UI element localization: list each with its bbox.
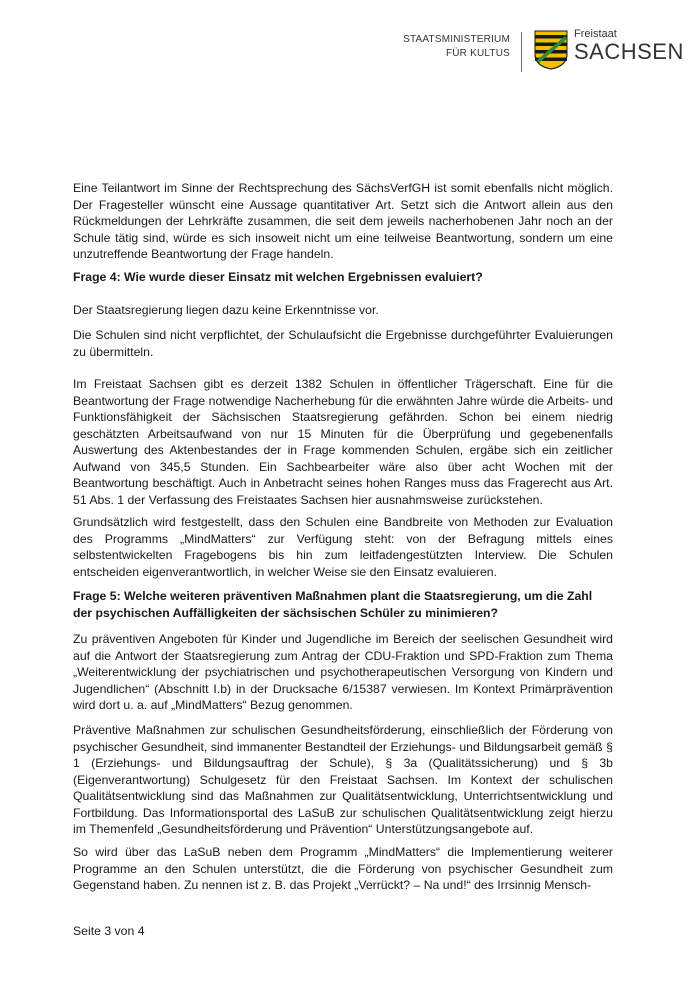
state-label-big: SACHSEN — [574, 39, 684, 64]
state-wordmark — [574, 28, 684, 64]
ministry-name — [400, 33, 510, 61]
letterhead — [400, 28, 684, 78]
body-text: So wird über das LaSuB neben dem Programm „MindMatters“ die Implementierung weiterer Programme an den Schulen unterstützt, die die Förderung von psychischer Gesundheit zum Gegenstand haben. Zu nennen ist z. B. das Projekt „Verrückt? – Na und!“ des Irrsinnig Mensch- — [73, 845, 613, 892]
paragraph-4 — [73, 376, 613, 508]
page-number: Seite 3 von 4 — [73, 924, 145, 938]
paragraph-6 — [73, 631, 613, 714]
body-text: Präventive Maßnahmen zur schulischen Gesundheitsförderung, einschließlich der Förderung von psychischer Gesundheit, sind immanenter Bestandteil der Erziehungs- und Bildungsarbeit gemäß § 1 (Erziehungs- und Bildungsauftrag der Schule), § 3a (Qualitätssicherung) und § 3b (Eigenverantwortung) Schulgesetz für den Freistaat Sachsen. Im Kontext der schulischen Qualitätsentwicklung sind das Maßnahmen zur Qualitätsentwicklung, Unterrichtsentwicklung und Fortbildung. Das Informationsportal des LaSuB zur schulischen Qualitätsentwicklung zeigt hierzu im Themenfeld „Gesundheitsförderung und Prävention“ Unterstützungsangebote auf. — [73, 723, 613, 836]
ministry-line-2: FÜR KULTUS — [445, 48, 510, 59]
question-5 — [73, 588, 613, 621]
paragraph-3 — [73, 327, 613, 360]
body-text: Der Staatsregierung liegen dazu keine Erkenntnisse vor. — [73, 303, 379, 317]
paragraph-2 — [73, 302, 613, 319]
body-text: Grundsätzlich wird festgestellt, dass den Schulen eine Bandbreite von Methoden zur Evaluation des Programms „MindMatters“ zur Verfügung steht: von der Befragung mittels eines selbstentwickelten Fragebogens bis hin zum leitfadengestützten Interview. Die Schulen entscheiden eigenverantwortlich, in welcher Weise sie den Einsatz evaluieren. — [73, 515, 613, 579]
state-label-small: Freistaat — [574, 28, 617, 40]
paragraph-8 — [73, 844, 613, 894]
question-4 — [73, 269, 613, 286]
paragraph-7 — [73, 722, 613, 838]
paragraph-5 — [73, 514, 613, 580]
paragraph-1 — [73, 180, 613, 263]
body-text: Im Freistaat Sachsen gibt es derzeit 1382 Schulen in öffentlicher Trägerschaft. Eine für die Beantwortung der Frage notwendige Nacherhebung für die erwähnten Jahre würde die Arbeits- und Funktionsfähigkeit der Sächsischen Staatsregierung gefährden. Schon bei einem niedrig geschätzten Arbeitsaufwand von nur 15 Minuten für die Überprüfung und gegebenenfalls Auswertung des Aktenbestandes der in Frage kommenden Schulen, ergäbe sich ein zeitlicher Aufwand von 345,5 Stunden. Ein Sachbearbeiter wäre also über acht Wochen mit der Beantwortung beschäftigt. Auch in Anbetracht seines hohen Ranges muss das Fragerecht aus Art. 51 Abs. 1 der Verfassung des Freistaates Sachsen hier ausnahmsweise zurückstehen. — [73, 377, 613, 507]
question-heading: Frage 4: Wie wurde dieser Einsatz mit welchen Ergebnissen evaluiert? — [73, 270, 483, 284]
question-heading: Frage 5: Welche weiteren präventiven Maßnahmen plant die Staatsregierung, um die Zahl der psychischen Auffälligkeiten der sächsischen Schüler zu minimieren? — [73, 589, 593, 620]
body-text: Die Schulen sind nicht verpflichtet, der Schulaufsicht die Ergebnisse durchgeführter Evaluierungen zu übermitteln. — [73, 328, 613, 359]
body-text: Eine Teilantwort im Sinne der Rechtsprechung des SächsVerfGH ist somit ebenfalls nicht möglich. Der Fragesteller wünscht eine Aussage quantitativer Art. Setzt sich die Antwort allein aus den Rückmeldungen der Lehrkräfte zusammen, die seit dem jeweils nacherhobenen Jahr noch an der Schule tätig sind, würde es sich insoweit nicht um eine teilweise Beantwortung, sondern um eine unzutreffende Beantwortung der Frage handeln. — [73, 181, 613, 261]
letterhead-divider — [521, 32, 522, 72]
ministry-line-1: STAATSMINISTERIUM — [403, 34, 510, 45]
coat-of-arms-icon — [534, 30, 568, 70]
body-text: Zu präventiven Angeboten für Kinder und Jugendliche im Bereich der seelischen Gesundheit wird auf die Antwort der Staatsregierung zum Antrag der CDU-Fraktion und SPD-Fraktion zum Thema „Weiterentwicklung der psychiatrischen und psychotherapeutischen Versorgung von Kindern und Jugendlichen“ (Abschnitt I.b) in der Drucksache 6/15387 verwiesen. Im Kontext Primärprävention wird dort u. a. auf „MindMatters“ Bezug genommen. — [73, 632, 613, 712]
